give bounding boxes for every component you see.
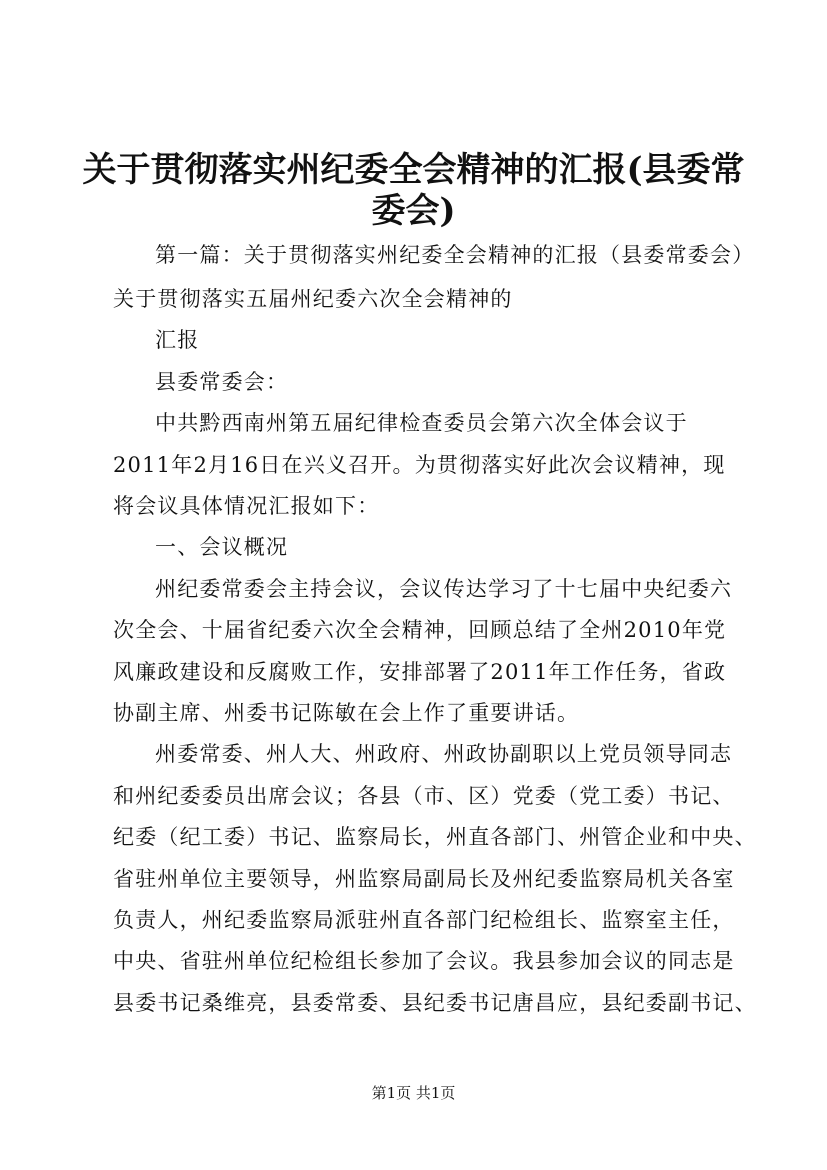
- body-line: 和州纪委委员出席会议；各县（市、区）党委（党工委）书记、: [113, 784, 735, 808]
- page-footer: 第1页 共1页: [371, 1084, 456, 1102]
- body-line: 县委常委会：: [155, 370, 289, 394]
- body-line: 负责人，州纪委监察局派驻州直各部门纪检组长、监察室主任，: [113, 908, 735, 932]
- body-line: 汇报: [155, 328, 200, 352]
- body-line: 一、会议概况: [155, 535, 289, 559]
- body-line: 次全会、十届省纪委六次全会精神，回顾总结了全州2010年党: [113, 618, 727, 642]
- body-line: 将会议具体情况汇报如下：: [113, 494, 380, 518]
- body-line: 2011年2月16日在兴义召开。为贯彻落实好此次会议精神，现: [113, 453, 726, 477]
- body-line: 州委常委、州人大、州政府、州政协副职以上党员领导同志: [155, 742, 733, 766]
- body-line: 纪委（纪工委）书记、监察局长，州直各部门、州管企业和中央、: [113, 825, 757, 849]
- body-line: 协副主席、州委书记陈敏在会上作了重要讲话。: [113, 701, 580, 725]
- body-line: 县委书记桑维亮，县委常委、县纪委书记唐昌应，县纪委副书记、: [113, 991, 757, 1015]
- body-line: 关于贯彻落实五届州纪委六次全会精神的: [113, 287, 513, 311]
- document-title-line-1: 关于贯彻落实州纪委全会精神的汇报(县委常: [82, 150, 745, 190]
- body-line: 州纪委常委会主持会议，会议传达学习了十七届中央纪委六: [155, 577, 733, 601]
- body-line: 第一篇：关于贯彻落实州纪委全会精神的汇报（县委常委会）: [155, 243, 755, 267]
- body-line: 风廉政建设和反腐败工作，安排部署了2011年工作任务，省政: [113, 660, 727, 684]
- body-line: 中共黔西南州第五届纪律检查委员会第六次全体会议于: [155, 411, 688, 435]
- body-line: 中央、省驻州单位纪检组长参加了会议。我县参加会议的同志是: [113, 949, 735, 973]
- body-line: 省驻州单位主要领导，州监察局副局长及州纪委监察局机关各室: [113, 867, 735, 891]
- document-title-line-2: 委会): [371, 191, 456, 231]
